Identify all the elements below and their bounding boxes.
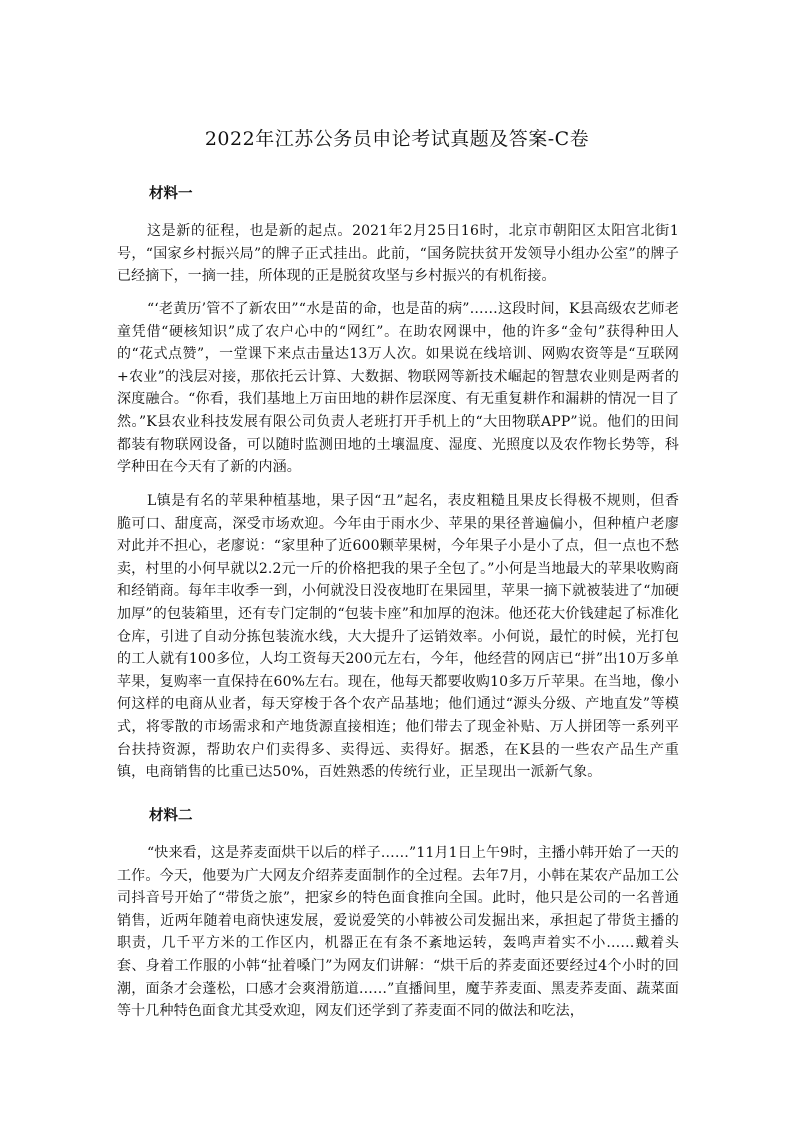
paragraph-apple-ecommerce: L镇是有名的苹果种植基地，果子因“丑”起名，表皮粗糙且果皮长得极不规则，但香脆可口、甜度高，深受市场欢迎。今年由于雨水少、苹果的果径普遍偏小，但种植户老廖对此并不担心，老廖说：“家里种了近600颗苹果树，今年果子小是小了点，但一点也不愁卖，村里的小何早就以2.2元一斤的价格把我的果子全包了。”小何是当地最大的苹果收购商和经销商。每年丰收季一到，小何就没日没夜地盯在果园里，苹果一摘下就被装进了“加硬加厚”的包装箱里，还有专门定制的“包装卡座”和加厚的泡沫。他还花大价钱建起了标准化仓库，引进了自动分拣包装流水线，大大提升了运销效率。小何说，最忙的时候，光打包的工人就有100多位，人均工资每天200元左右，今年，他经营的网店已“拼”出10万多单苹果，复购率一直保持在60%左右。现在，他每天都要收购10多万斤苹果。在当地，像小何这样的电商从业者，每天穿梭于各个农产品基地；他们通过“源头分级、产地直发”等模式，将零散的市场需求和产地货源直接相连；他们带去了现金补贴、万人拼团等一系列平台扶持资源，帮助农户们卖得多、卖得远、卖得好。据悉，在K县的一些农产品生产重镇，电商销售的比重已达50%，百姓熟悉的传统行业，正呈现出一派新气象。	[117, 493, 679, 781]
paragraph-national-rural-revitalization: 这是新的征程，也是新的起点。2021年2月25日16时，北京市朝阳区太阳宫北街1号，“国家乡村振兴局”的牌子正式挂出。此前，“国务院扶贫开发领导小组办公室”的牌子已经摘下，一摘一挂，所体现的正是脱贫攻坚与乡村振兴的有机衔接。	[117, 223, 679, 285]
section-heading-material-one: 材料一	[149, 185, 193, 202]
paragraph-smart-agriculture: “‘老黄历’管不了新农田”“水是苗的命，也是苗的病”……这段时间，K县高级农艺师老童凭借“硬核知识”成了农户心中的“网红”。在助农网课中，他的许多“金句”获得种田人的“花式点赞”，一堂课下来点击量达13万人次。如果说在线培训、网购农资等是“互联网+农业”的浅层对接，那依托云计算、大数据、物联网等新技术崛起的智慧农业则是两者的深度融合。“你看，我们基地上万亩田地的耕作层深度、有无重复耕作和漏耕的情况一目了然。”K县农业科技发展有限公司负责人老班打开手机上的“大田物联APP”说。他们的田间都装有物联网设备，可以随时监测田地的土壤温度、湿度、光照度以及农作物长势等，科学种田在今天有了新的内涵。	[117, 301, 679, 476]
section-heading-material-two: 材料二	[149, 807, 193, 824]
paragraph-livestream-buckwheat: “快来看，这是荞麦面烘干以后的样子……”11月1日上午9时，主播小韩开始了一天的工作。今天，他要为广大网友介绍荞麦面制作的全过程。去年7月，小韩在某农产品加工公司抖音号开始了“带货之旅”，把家乡的特色面食推向全国。此时，他只是公司的一名普通销售，近两年随着电商快速发展，爱说爱笑的小韩被公司发掘出来，承担起了带货主播的职责，几千平方米的工作区内，机器正在有条不紊地运转，轰鸣声着实不小……戴着头套、身着工作服的小韩“扯着嗓门”为网友们讲解：“烘干后的荞麦面还要经过4个小时的回潮，面条才会蓬松，口感才会爽滑筋道……”直播间里，魔芋荞麦面、黑麦荞麦面、蔬菜面等十几种特色面食尤其受欢迎，网友们还学到了荞麦面不同的做法和吃法，	[117, 845, 679, 1020]
document-title: 2022年江苏公务员申论考试真题及答案-C卷	[204, 128, 590, 150]
